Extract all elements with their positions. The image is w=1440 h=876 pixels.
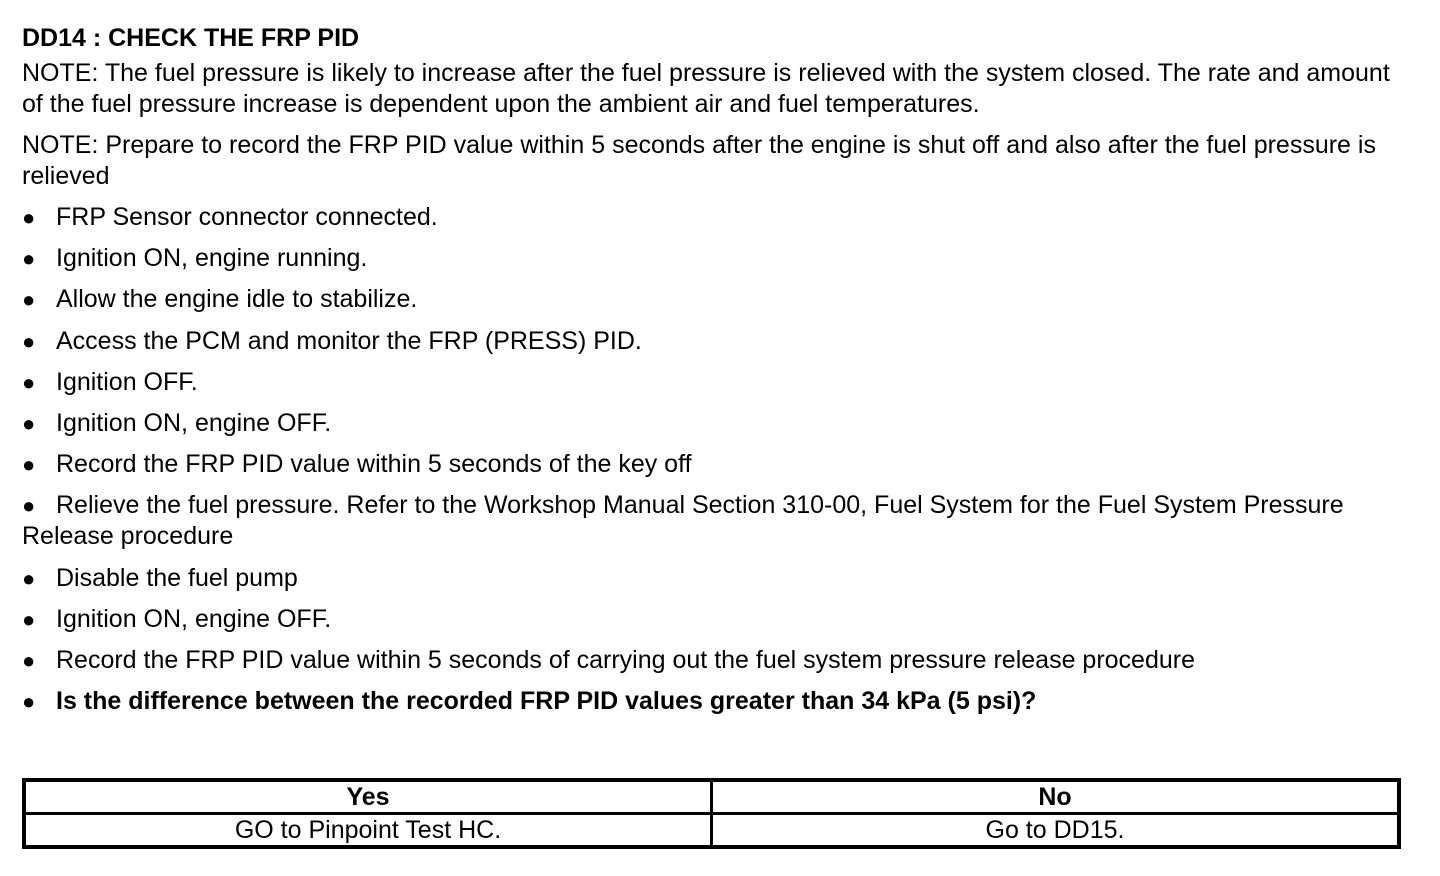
bullet-icon: ● [22,328,36,354]
header-no: No [712,780,1400,814]
step-text: Ignition ON, engine OFF. [56,408,332,437]
list-item [22,243,1402,274]
header-yes: Yes [24,780,712,814]
list-item [22,449,1402,480]
bullet-icon: ● [22,647,36,673]
step-text: FRP Sensor connector connected. [56,203,438,231]
list-item [22,284,1402,315]
list-item [22,645,1402,676]
bullet-icon: ● [22,565,36,591]
list-item [22,604,1402,635]
question-item [22,686,1402,717]
step-text: Ignition OFF. [56,367,198,396]
note-record-timing: NOTE: Prepare to record the FRP PID value within 5 seconds after the engine is shut off and also after the fuel pressure is relieved [22,131,1376,190]
bullet-icon: ● [22,287,36,313]
step-text: Record the FRP PID value within 5 seconds of the key off [56,450,692,479]
page-title: DD14 : CHECK THE FRP PID [22,24,360,52]
step-list [22,202,1402,717]
bullet-icon: ● [22,606,36,632]
question-text: Is the difference between the recorded FRP PID values greater than 34 kPa (5 psi)? [56,687,1037,716]
step-text: Ignition ON, engine OFF. [56,604,332,633]
step-text: Record the FRP PID value within 5 seconds of carrying out the fuel system pressure release procedure [56,645,1195,674]
list-item [22,202,1402,233]
procedure-page [22,22,1402,727]
note-fuel-pressure: NOTE: The fuel pressure is likely to increase after the fuel pressure is relieved with the system closed. The rate and amount of the fuel pressure increase is dependent upon the ambient air and fuel temperatures. [22,59,1390,118]
table-header-row [24,780,1399,814]
step-text: Relieve the fuel pressure. Refer to the Workshop Manual Section 310-00, Fuel System for the Fuel System Pressure Release procedure [22,491,1344,551]
step-text: Ignition ON, engine running. [56,244,368,273]
table-row [24,814,1399,848]
list-item [22,563,1402,594]
bullet-icon: ● [22,410,36,436]
list-item [22,490,1402,552]
step-text: Disable the fuel pump [56,563,298,592]
yes-action: GO to Pinpoint Test HC. [24,814,712,848]
bullet-icon: ● [22,493,36,519]
bullet-icon: ● [22,205,36,230]
answer-table [22,778,1401,849]
bullet-icon: ● [22,452,36,478]
bullet-icon: ● [22,246,36,272]
bullet-icon: ● [22,369,36,395]
list-item [22,367,1402,398]
list-item [22,408,1402,439]
step-text: Allow the engine idle to stabilize. [56,285,418,314]
step-text: Access the PCM and monitor the FRP (PRESS) PID. [56,326,642,355]
bullet-icon: ● [22,689,36,715]
list-item [22,326,1402,357]
no-action: Go to DD15. [712,814,1400,848]
